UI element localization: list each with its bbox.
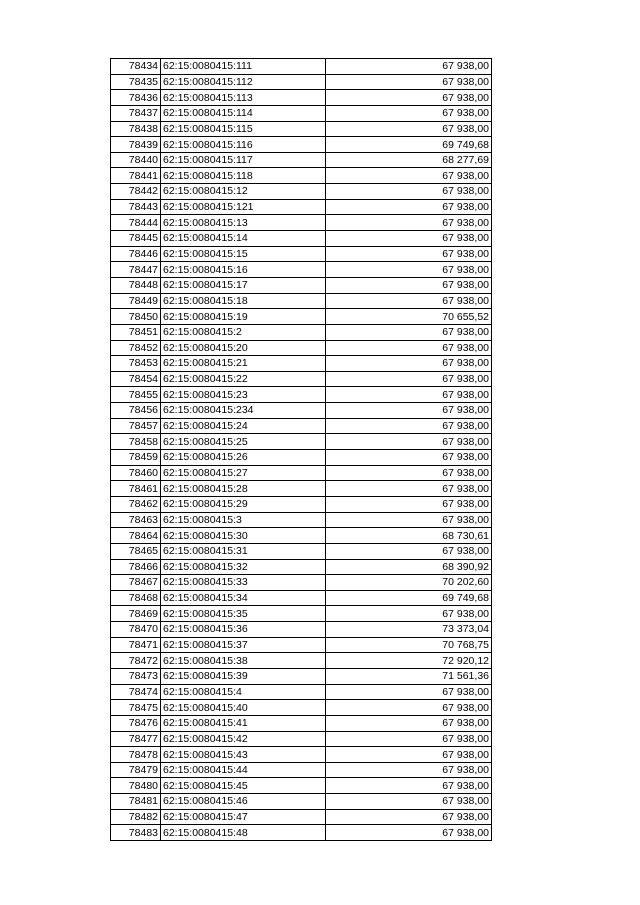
cadastral-number-cell: 62:15:0080415:114: [161, 105, 326, 121]
table-row: [111, 825, 492, 841]
cadastral-number-cell: 62:15:0080415:12: [161, 184, 326, 200]
cadastral-number-cell: 62:15:0080415:18: [161, 293, 326, 309]
table-row: [111, 778, 492, 794]
row-number-cell: 78478: [111, 747, 161, 763]
row-number-cell: 78451: [111, 324, 161, 340]
value-cell: 67 938,00: [326, 215, 492, 231]
row-number-cell: 78438: [111, 121, 161, 137]
value-cell: 67 938,00: [326, 496, 492, 512]
table-row: [111, 684, 492, 700]
cadastral-number-cell: 62:15:0080415:32: [161, 559, 326, 575]
table-row: [111, 418, 492, 434]
table-row: [111, 700, 492, 716]
table-row: [111, 105, 492, 121]
row-number-cell: 78459: [111, 450, 161, 466]
cadastral-number-cell: 62:15:0080415:31: [161, 543, 326, 559]
value-cell: 67 938,00: [326, 450, 492, 466]
row-number-cell: 78452: [111, 340, 161, 356]
cadastral-number-cell: 62:15:0080415:35: [161, 606, 326, 622]
cadastral-number-cell: 62:15:0080415:21: [161, 356, 326, 372]
cadastral-number-cell: 62:15:0080415:36: [161, 622, 326, 638]
cadastral-number-cell: 62:15:0080415:116: [161, 137, 326, 153]
cadastral-number-cell: 62:15:0080415:17: [161, 277, 326, 293]
table-row: [111, 715, 492, 731]
table-row: [111, 543, 492, 559]
cadastral-number-cell: 62:15:0080415:16: [161, 262, 326, 278]
value-cell: 70 768,75: [326, 637, 492, 653]
cadastral-number-cell: 62:15:0080415:19: [161, 309, 326, 325]
cadastral-value-table: [110, 58, 492, 841]
table-row: [111, 309, 492, 325]
cadastral-number-cell: 62:15:0080415:27: [161, 465, 326, 481]
value-cell: 68 390,92: [326, 559, 492, 575]
value-cell: 67 938,00: [326, 418, 492, 434]
row-number-cell: 78443: [111, 199, 161, 215]
table-row: [111, 481, 492, 497]
table-row: [111, 231, 492, 247]
cadastral-number-cell: 62:15:0080415:113: [161, 90, 326, 106]
value-cell: 67 938,00: [326, 231, 492, 247]
value-cell: 67 938,00: [326, 715, 492, 731]
value-cell: 67 938,00: [326, 825, 492, 841]
row-number-cell: 78460: [111, 465, 161, 481]
row-number-cell: 78453: [111, 356, 161, 372]
table-row: [111, 152, 492, 168]
row-number-cell: 78473: [111, 668, 161, 684]
row-number-cell: 78434: [111, 59, 161, 75]
table-row: [111, 403, 492, 419]
row-number-cell: 78436: [111, 90, 161, 106]
table-row: [111, 575, 492, 591]
value-cell: 67 938,00: [326, 90, 492, 106]
value-cell: 67 938,00: [326, 809, 492, 825]
value-cell: 67 938,00: [326, 262, 492, 278]
row-number-cell: 78457: [111, 418, 161, 434]
table-row: [111, 528, 492, 544]
table-row: [111, 434, 492, 450]
cadastral-number-cell: 62:15:0080415:14: [161, 231, 326, 247]
table-row: [111, 277, 492, 293]
cadastral-number-cell: 62:15:0080415:112: [161, 74, 326, 90]
row-number-cell: 78480: [111, 778, 161, 794]
cadastral-number-cell: 62:15:0080415:3: [161, 512, 326, 528]
row-number-cell: 78475: [111, 700, 161, 716]
cadastral-number-cell: 62:15:0080415:234: [161, 403, 326, 419]
table-row: [111, 450, 492, 466]
row-number-cell: 78456: [111, 403, 161, 419]
value-cell: 67 938,00: [326, 199, 492, 215]
table-row: [111, 199, 492, 215]
table-row: [111, 637, 492, 653]
table-row: [111, 606, 492, 622]
cadastral-number-cell: 62:15:0080415:44: [161, 762, 326, 778]
value-cell: 67 938,00: [326, 762, 492, 778]
cadastral-number-cell: 62:15:0080415:4: [161, 684, 326, 700]
cadastral-number-cell: 62:15:0080415:42: [161, 731, 326, 747]
table-row: [111, 184, 492, 200]
value-cell: 67 938,00: [326, 684, 492, 700]
table-row: [111, 324, 492, 340]
value-cell: 67 938,00: [326, 512, 492, 528]
cadastral-number-cell: 62:15:0080415:43: [161, 747, 326, 763]
row-number-cell: 78482: [111, 809, 161, 825]
row-number-cell: 78450: [111, 309, 161, 325]
table-row: [111, 465, 492, 481]
table-row: [111, 512, 492, 528]
value-cell: 67 938,00: [326, 59, 492, 75]
row-number-cell: 78463: [111, 512, 161, 528]
value-cell: 67 938,00: [326, 340, 492, 356]
cadastral-number-cell: 62:15:0080415:46: [161, 794, 326, 810]
table-row: [111, 356, 492, 372]
row-number-cell: 78446: [111, 246, 161, 262]
cadastral-number-cell: 62:15:0080415:117: [161, 152, 326, 168]
row-number-cell: 78481: [111, 794, 161, 810]
table-row: [111, 90, 492, 106]
row-number-cell: 78471: [111, 637, 161, 653]
row-number-cell: 78455: [111, 387, 161, 403]
value-cell: 67 938,00: [326, 606, 492, 622]
row-number-cell: 78449: [111, 293, 161, 309]
row-number-cell: 78477: [111, 731, 161, 747]
value-cell: 67 938,00: [326, 543, 492, 559]
table-row: [111, 496, 492, 512]
row-number-cell: 78444: [111, 215, 161, 231]
row-number-cell: 78476: [111, 715, 161, 731]
row-number-cell: 78479: [111, 762, 161, 778]
table-row: [111, 387, 492, 403]
value-cell: 69 749,68: [326, 590, 492, 606]
cadastral-number-cell: 62:15:0080415:13: [161, 215, 326, 231]
table-row: [111, 121, 492, 137]
row-number-cell: 78439: [111, 137, 161, 153]
table-row: [111, 293, 492, 309]
value-cell: 67 938,00: [326, 356, 492, 372]
table-row: [111, 215, 492, 231]
row-number-cell: 78470: [111, 622, 161, 638]
cadastral-number-cell: 62:15:0080415:39: [161, 668, 326, 684]
value-cell: 67 938,00: [326, 277, 492, 293]
value-cell: 67 938,00: [326, 747, 492, 763]
value-cell: 67 938,00: [326, 465, 492, 481]
row-number-cell: 78447: [111, 262, 161, 278]
cadastral-number-cell: 62:15:0080415:22: [161, 371, 326, 387]
cadastral-number-cell: 62:15:0080415:47: [161, 809, 326, 825]
cadastral-number-cell: 62:15:0080415:25: [161, 434, 326, 450]
row-number-cell: 78462: [111, 496, 161, 512]
value-cell: 67 938,00: [326, 168, 492, 184]
row-number-cell: 78441: [111, 168, 161, 184]
cadastral-number-cell: 62:15:0080415:29: [161, 496, 326, 512]
table-row: [111, 371, 492, 387]
value-cell: 70 655,52: [326, 309, 492, 325]
table-row: [111, 137, 492, 153]
cadastral-number-cell: 62:15:0080415:41: [161, 715, 326, 731]
cadastral-number-cell: 62:15:0080415:37: [161, 637, 326, 653]
value-cell: 69 749,68: [326, 137, 492, 153]
cadastral-number-cell: 62:15:0080415:24: [161, 418, 326, 434]
row-number-cell: 78437: [111, 105, 161, 121]
value-cell: 67 938,00: [326, 121, 492, 137]
row-number-cell: 78435: [111, 74, 161, 90]
value-cell: 67 938,00: [326, 481, 492, 497]
table-row: [111, 340, 492, 356]
value-cell: 73 373,04: [326, 622, 492, 638]
value-cell: 68 730,61: [326, 528, 492, 544]
table-row: [111, 653, 492, 669]
row-number-cell: 78454: [111, 371, 161, 387]
row-number-cell: 78472: [111, 653, 161, 669]
value-cell: 70 202,60: [326, 575, 492, 591]
value-cell: 67 938,00: [326, 794, 492, 810]
cadastral-number-cell: 62:15:0080415:2: [161, 324, 326, 340]
row-number-cell: 78440: [111, 152, 161, 168]
cadastral-number-cell: 62:15:0080415:40: [161, 700, 326, 716]
value-cell: 72 920,12: [326, 653, 492, 669]
value-cell: 67 938,00: [326, 293, 492, 309]
cadastral-number-cell: 62:15:0080415:111: [161, 59, 326, 75]
table-row: [111, 590, 492, 606]
cadastral-number-cell: 62:15:0080415:34: [161, 590, 326, 606]
table-row: [111, 59, 492, 75]
cadastral-number-cell: 62:15:0080415:28: [161, 481, 326, 497]
table-row: [111, 794, 492, 810]
row-number-cell: 78464: [111, 528, 161, 544]
value-cell: 68 277,69: [326, 152, 492, 168]
table-row: [111, 622, 492, 638]
table-row: [111, 809, 492, 825]
value-cell: 67 938,00: [326, 731, 492, 747]
row-number-cell: 78474: [111, 684, 161, 700]
row-number-cell: 78465: [111, 543, 161, 559]
cadastral-number-cell: 62:15:0080415:23: [161, 387, 326, 403]
cadastral-number-cell: 62:15:0080415:30: [161, 528, 326, 544]
row-number-cell: 78461: [111, 481, 161, 497]
row-number-cell: 78442: [111, 184, 161, 200]
cadastral-number-cell: 62:15:0080415:121: [161, 199, 326, 215]
value-cell: 67 938,00: [326, 246, 492, 262]
row-number-cell: 78466: [111, 559, 161, 575]
cadastral-number-cell: 62:15:0080415:48: [161, 825, 326, 841]
row-number-cell: 78458: [111, 434, 161, 450]
row-number-cell: 78483: [111, 825, 161, 841]
value-cell: 67 938,00: [326, 74, 492, 90]
table-row: [111, 74, 492, 90]
value-cell: 67 938,00: [326, 387, 492, 403]
row-number-cell: 78448: [111, 277, 161, 293]
table-row: [111, 246, 492, 262]
cadastral-number-cell: 62:15:0080415:33: [161, 575, 326, 591]
value-cell: 67 938,00: [326, 324, 492, 340]
value-cell: 67 938,00: [326, 403, 492, 419]
cadastral-number-cell: 62:15:0080415:20: [161, 340, 326, 356]
cadastral-number-cell: 62:15:0080415:15: [161, 246, 326, 262]
table-row: [111, 262, 492, 278]
table-row: [111, 747, 492, 763]
table-body: [111, 59, 492, 841]
value-cell: 67 938,00: [326, 434, 492, 450]
table-row: [111, 668, 492, 684]
cadastral-number-cell: 62:15:0080415:26: [161, 450, 326, 466]
row-number-cell: 78469: [111, 606, 161, 622]
table-row: [111, 731, 492, 747]
value-cell: 67 938,00: [326, 778, 492, 794]
value-cell: 71 561,36: [326, 668, 492, 684]
cadastral-number-cell: 62:15:0080415:45: [161, 778, 326, 794]
value-cell: 67 938,00: [326, 371, 492, 387]
value-cell: 67 938,00: [326, 700, 492, 716]
value-cell: 67 938,00: [326, 105, 492, 121]
row-number-cell: 78467: [111, 575, 161, 591]
cadastral-number-cell: 62:15:0080415:118: [161, 168, 326, 184]
row-number-cell: 78468: [111, 590, 161, 606]
cadastral-number-cell: 62:15:0080415:38: [161, 653, 326, 669]
table-row: [111, 168, 492, 184]
cadastral-number-cell: 62:15:0080415:115: [161, 121, 326, 137]
value-cell: 67 938,00: [326, 184, 492, 200]
table-row: [111, 559, 492, 575]
row-number-cell: 78445: [111, 231, 161, 247]
table-row: [111, 762, 492, 778]
